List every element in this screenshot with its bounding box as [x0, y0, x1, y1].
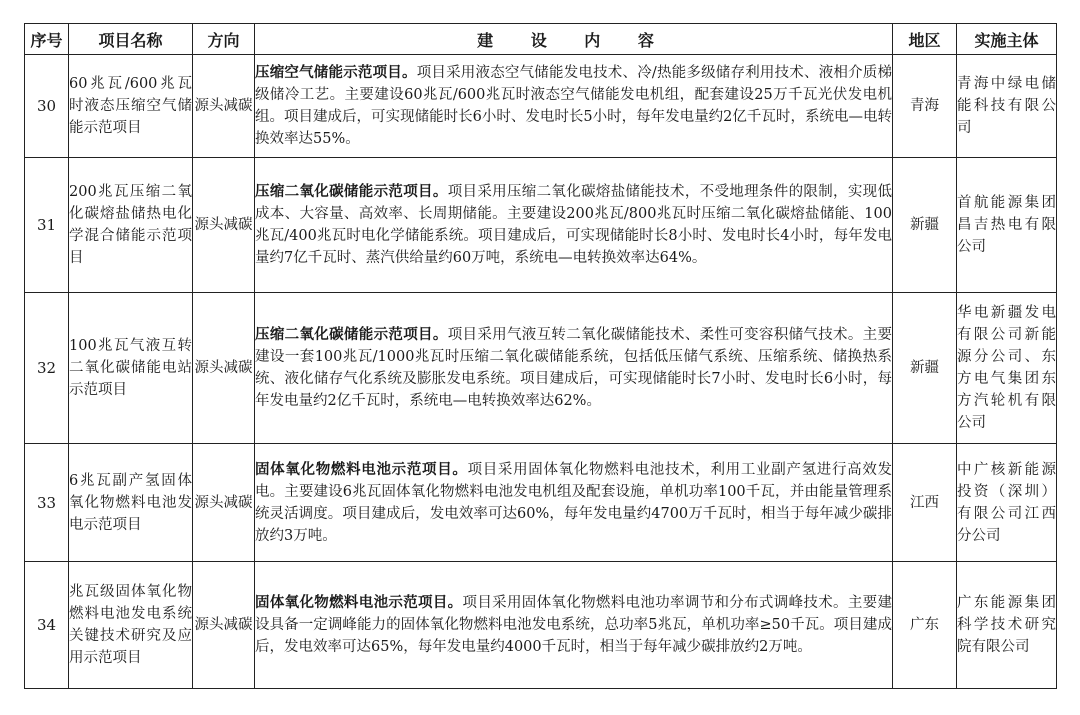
row-direction: 源头减碳	[193, 444, 255, 562]
row-content	[255, 55, 893, 158]
row-content-body: 项目采用压缩二氧化碳熔盐储能技术，不受地理条件的限制，实现低成本、大容量、高效率、长周期储能。主要建设200兆瓦/800兆瓦时压缩二氧化碳熔盐储能、100兆瓦/400兆瓦时电化学储能系统。项目建成后，可实现储能时长8小时、发电时长4小时，每年发电量约7亿千瓦时、蒸汽供给量约60万吨，系统电—电转换效率达64%。	[255, 184, 893, 266]
row-seq: 32	[25, 293, 69, 444]
row-direction: 源头减碳	[193, 158, 255, 293]
row-region: 新疆	[893, 293, 957, 444]
row-seq: 31	[25, 158, 69, 293]
header-region: 地区	[893, 24, 957, 55]
table-header-row	[25, 24, 1057, 55]
row-direction: 源头减碳	[193, 55, 255, 158]
row-region: 广东	[893, 562, 957, 689]
header-seq: 序号	[25, 24, 69, 55]
row-project-name: 6兆瓦副产氢固体氧化物燃料电池发电示范项目	[69, 444, 193, 562]
table-row	[25, 158, 1057, 293]
row-project-name: 60兆瓦/600兆瓦时液态压缩空气储能示范项目	[69, 55, 193, 158]
row-content-body: 项目采用固体氧化物燃料电池技术，利用工业副产氢进行高效发电。主要建设6兆瓦固体氧化物燃料电池发电机组及配套设施，单机功率100千瓦，并由能量管理系统灵活调度。项目建成后，发电效率可达60%，每年发电量约4700万千瓦时，相当于每年减少碳排放约3万吨。	[255, 461, 892, 544]
row-direction: 源头减碳	[193, 562, 255, 689]
table-row	[25, 55, 1057, 158]
header-project-name: 项目名称	[69, 24, 193, 55]
table-row	[25, 293, 1057, 444]
row-content	[255, 562, 893, 689]
row-content-body: 项目采用固体氧化物燃料电池功率调节和分布式调峰技术。主要建设具备一定调峰能力的固体氧化物燃料电池发电系统，总功率5兆瓦，单机功率≥50千瓦。项目建成后，发电效率可达65%，每年发电量约4000千瓦时，相当于每年减少碳排放约2万吨。	[255, 595, 892, 655]
projects-table	[24, 23, 1057, 689]
row-project-name: 100兆瓦气液互转二氧化碳储能电站示范项目	[69, 293, 193, 444]
row-entity: 中广核新能源投资（深圳）有限公司江西分公司	[957, 444, 1057, 562]
row-project-name: 兆瓦级固体氧化物燃料电池发电系统关键技术研究及应用示范项目	[69, 562, 193, 689]
row-region: 青海	[893, 55, 957, 158]
row-content	[255, 444, 893, 562]
row-content-lead: 固体氧化物燃料电池示范项目。	[255, 595, 463, 611]
table-row	[25, 444, 1057, 562]
row-region: 江西	[893, 444, 957, 562]
header-content-label: 建 设 内 容	[477, 30, 670, 50]
row-direction: 源头减碳	[193, 293, 255, 444]
row-seq: 34	[25, 562, 69, 689]
row-entity: 首航能源集团昌吉热电有限公司	[957, 158, 1057, 293]
row-content-lead: 压缩空气储能示范项目。	[255, 65, 417, 81]
row-content-lead: 固体氧化物燃料电池示范项目。	[255, 461, 468, 478]
row-content-body: 项目采用液态空气储能发电技术、冷/热能多级储存利用技术、液相介质梯级储冷工艺。主要建设60兆瓦/600兆瓦时液态空气储能发电机组，配套建设25万千瓦光伏发电机组。项目建成后，可实现储能时长6小时、发电时长5小时，每年发电量约2亿千瓦时，系统电—电转换效率达55%。	[255, 65, 892, 147]
row-content-lead: 压缩二氧化碳储能示范项目。	[255, 327, 448, 343]
row-content-lead: 压缩二氧化碳储能示范项目。	[255, 184, 448, 200]
row-region: 新疆	[893, 158, 957, 293]
header-content	[255, 24, 893, 55]
row-seq: 30	[25, 55, 69, 158]
row-entity: 广东能源集团科学技术研究院有限公司	[957, 562, 1057, 689]
row-seq: 33	[25, 444, 69, 562]
row-project-name: 200兆瓦压缩二氧化碳熔盐储热电化学混合储能示范项目	[69, 158, 193, 293]
header-direction: 方向	[193, 24, 255, 55]
row-content-body: 项目采用气液互转二氧化碳储能技术、柔性可变容积储气技术。主要建设一套100兆瓦/1000兆瓦时压缩二氧化碳储能系统，包括低压储气系统、压缩系统、储换热系统、液化储存气化系统及膨胀发电系统。项目建成后，可实现储能时长7小时、发电时长6小时，每年发电量约2亿千瓦时，系统电—电转换效率达62%。	[255, 327, 893, 409]
row-entity: 华电新疆发电有限公司新能源分公司、东方电气集团东方汽轮机有限公司	[957, 293, 1057, 444]
row-content	[255, 293, 893, 444]
row-content	[255, 158, 893, 293]
header-entity: 实施主体	[957, 24, 1057, 55]
row-entity: 青海中绿电储能科技有限公司	[957, 55, 1057, 158]
table-row	[25, 562, 1057, 689]
